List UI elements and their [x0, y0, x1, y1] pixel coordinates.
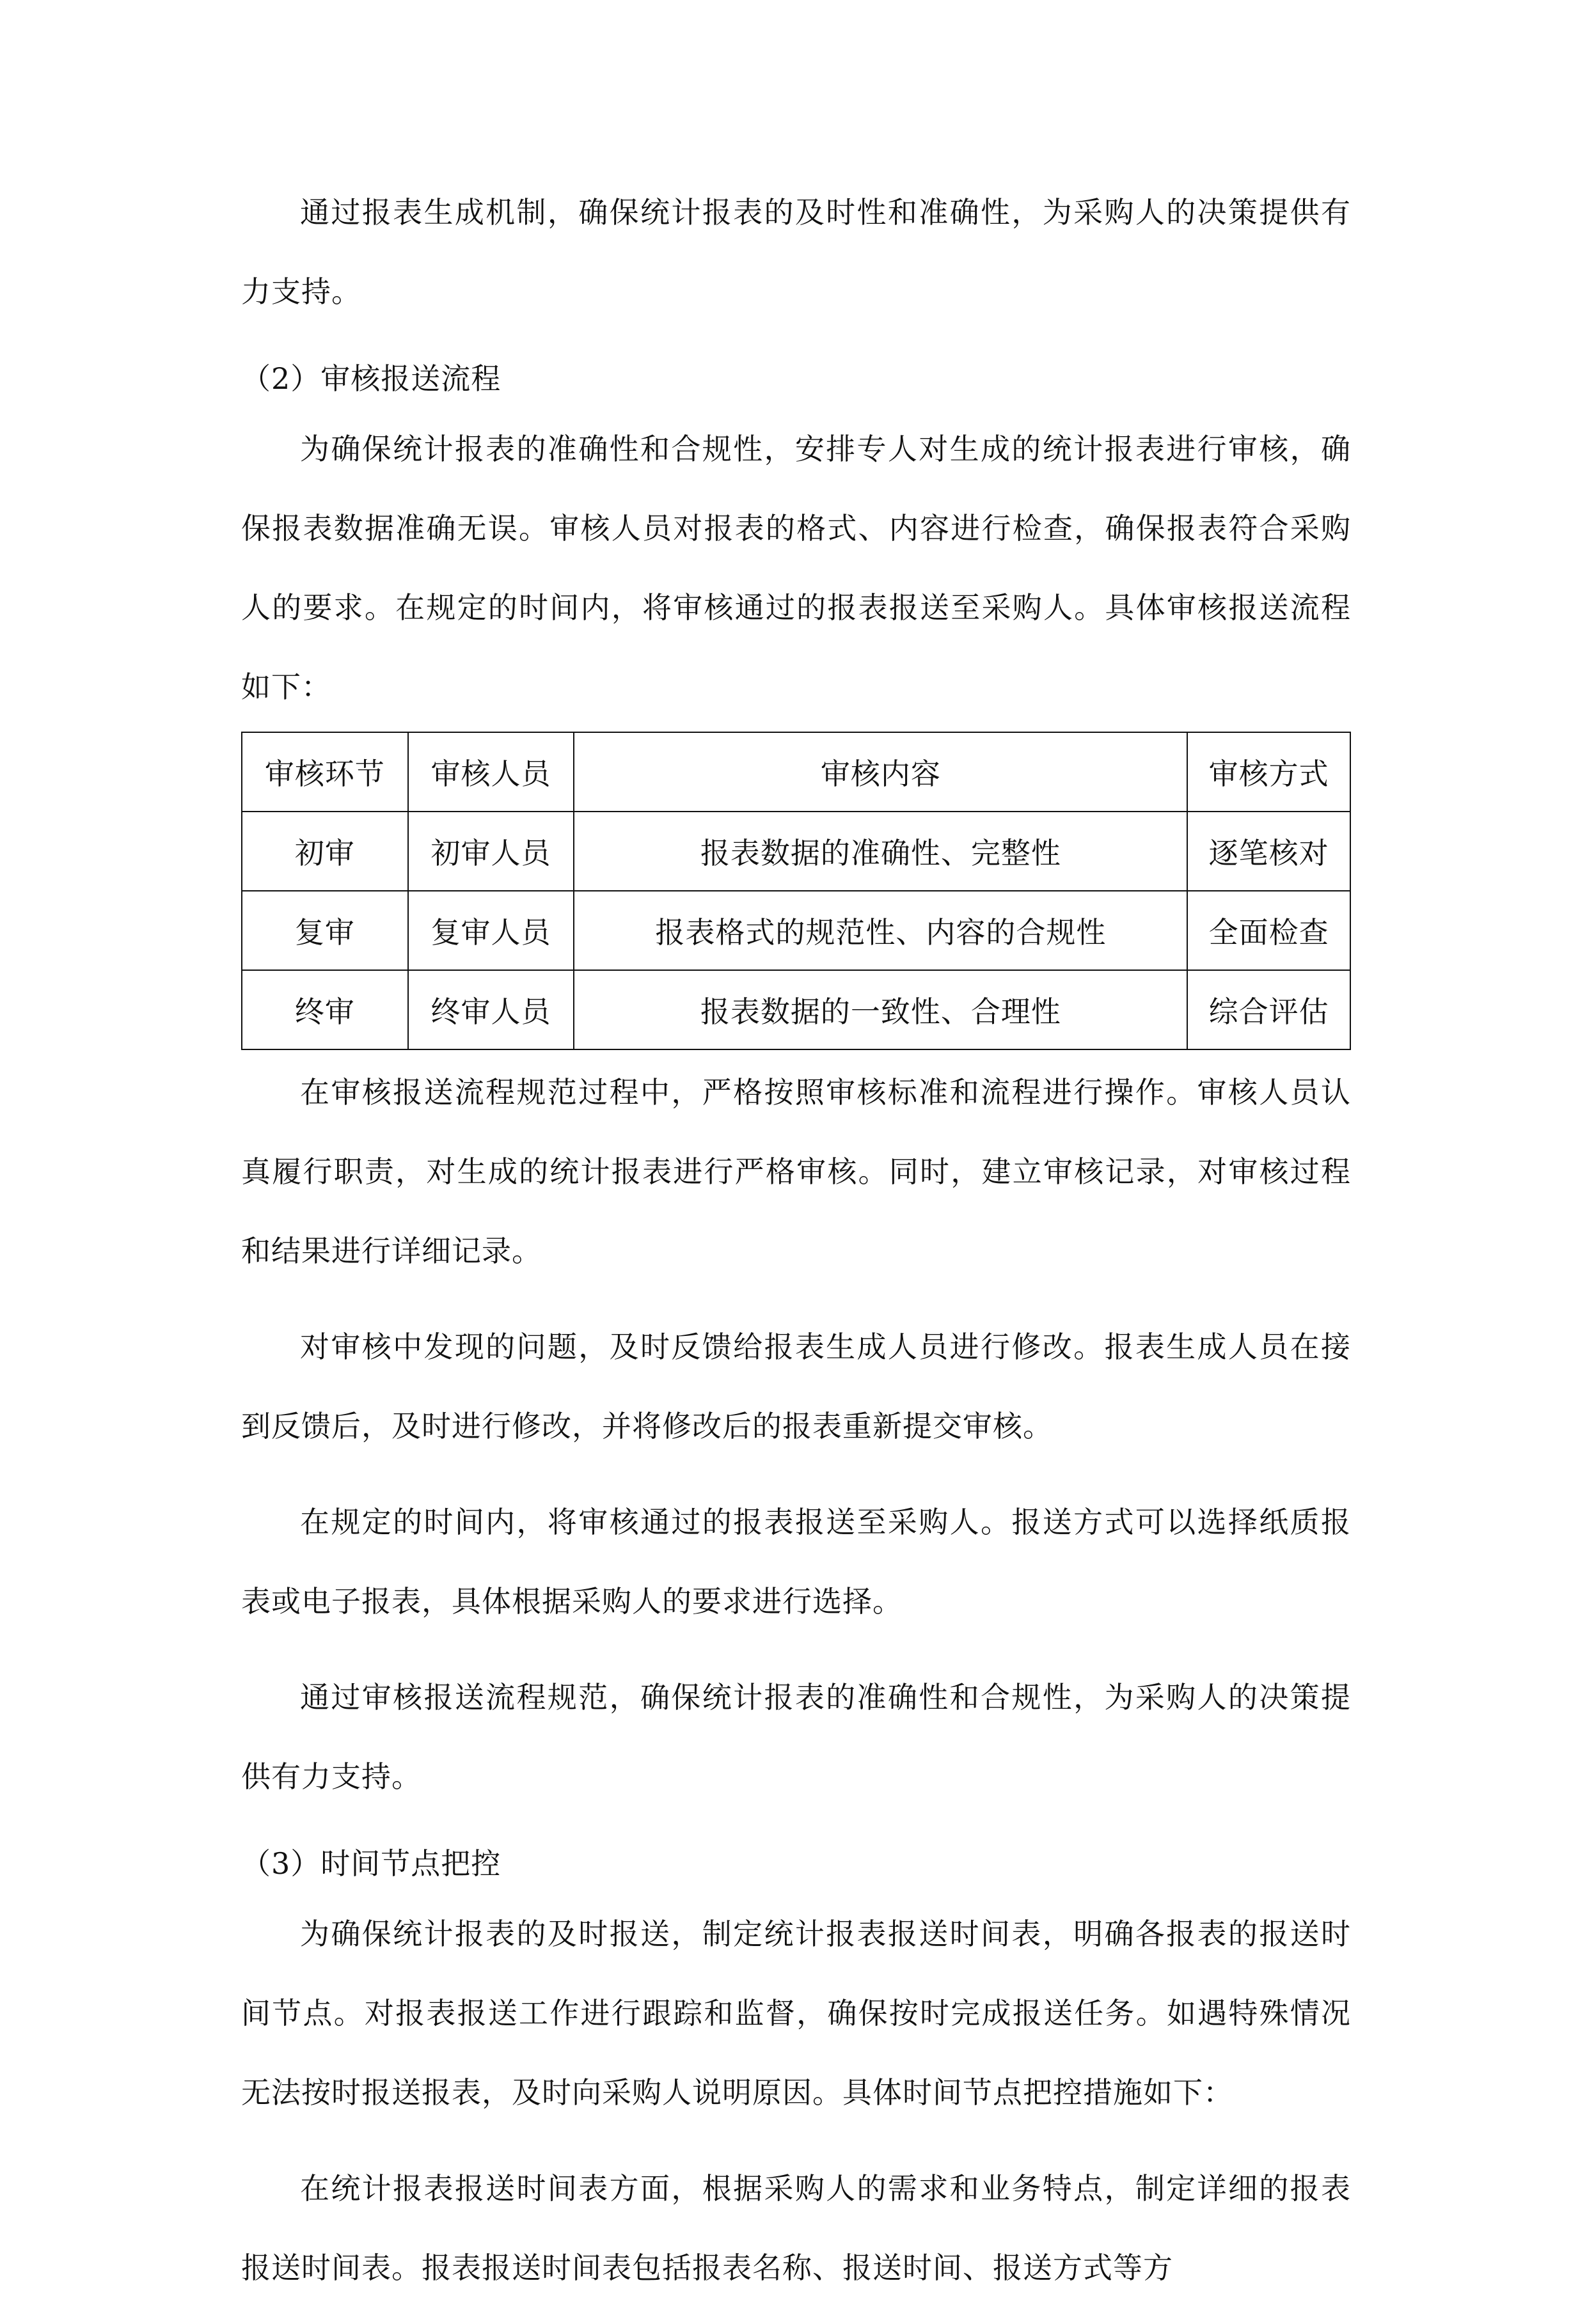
- table-header-row: [242, 732, 1350, 812]
- table-cell: 综合评估: [1187, 970, 1350, 1049]
- table-cell: 初审人员: [408, 812, 574, 891]
- table-cell: 终审人员: [408, 970, 574, 1049]
- paragraph-report-generation-summary: 通过报表生成机制，确保统计报表的及时性和准确性，为采购人的决策提供有力支持。: [241, 195, 1351, 309]
- document-body: [241, 173, 1351, 2324]
- table-cell: 终审: [242, 970, 408, 1049]
- section-heading-review-submission: （2）审核报送流程: [241, 361, 501, 396]
- table-row: [242, 970, 1350, 1049]
- table-header-cell: 审核人员: [408, 732, 574, 812]
- section-heading-time-control: （3）时间节点把控: [241, 1846, 501, 1881]
- paragraph-review-summary: 通过审核报送流程规范，确保统计报表的准确性和合规性，为采购人的决策提供有力支持。: [241, 1680, 1351, 1794]
- table-cell: 复审人员: [408, 891, 574, 970]
- table-row: [242, 812, 1350, 891]
- table-cell: 报表格式的规范性、内容的合规性: [574, 891, 1187, 970]
- table-cell: 逐笔核对: [1187, 812, 1350, 891]
- table-cell: 报表数据的一致性、合理性: [574, 970, 1187, 1049]
- paragraph-issue-feedback: 对审核中发现的问题，及时反馈给报表生成人员进行修改。报表生成人员在接到反馈后，及时进行修改，并将修改后的报表重新提交审核。: [241, 1330, 1351, 1443]
- paragraph-submission-method: 在规定的时间内，将审核通过的报表报送至采购人。报送方式可以选择纸质报表或电子报表，具体根据采购人的要求进行选择。: [241, 1505, 1351, 1619]
- table-header-cell: 审核内容: [574, 732, 1187, 812]
- paragraph-review-intro: 为确保统计报表的准确性和合规性，安排专人对生成的统计报表进行审核，确保报表数据准确无误。审核人员对报表的格式、内容进行检查，确保报表符合采购人的要求。在规定的时间内，将审核通过的报表报送至采购人。具体审核报送流程如下：: [241, 432, 1351, 704]
- table-cell: 初审: [242, 812, 408, 891]
- table-cell: 报表数据的准确性、完整性: [574, 812, 1187, 891]
- table-header-cell: 审核方式: [1187, 732, 1350, 812]
- table-row: [242, 891, 1350, 970]
- table-header-cell: 审核环节: [242, 732, 408, 812]
- paragraph-time-control-intro: 为确保统计报表的及时报送，制定统计报表报送时间表，明确各报表的报送时间节点。对报表报送工作进行跟踪和监督，确保按时完成报送任务。如遇特殊情况无法按时报送报表，及时向采购人说明原因。具体时间节点把控措施如下：: [241, 1917, 1351, 2110]
- table-cell: 全面检查: [1187, 891, 1350, 970]
- review-process-table: [241, 732, 1351, 1050]
- paragraph-schedule-details: 在统计报表报送时间表方面，根据采购人的需求和业务特点，制定详细的报表报送时间表。报表报送时间表包括报表名称、报送时间、报送方式等方: [241, 2171, 1351, 2285]
- table-cell: 复审: [242, 891, 408, 970]
- paragraph-review-standards: 在审核报送流程规范过程中，严格按照审核标准和流程进行操作。审核人员认真履行职责，对生成的统计报表进行严格审核。同时，建立审核记录，对审核过程和结果进行详细记录。: [241, 1075, 1351, 1268]
